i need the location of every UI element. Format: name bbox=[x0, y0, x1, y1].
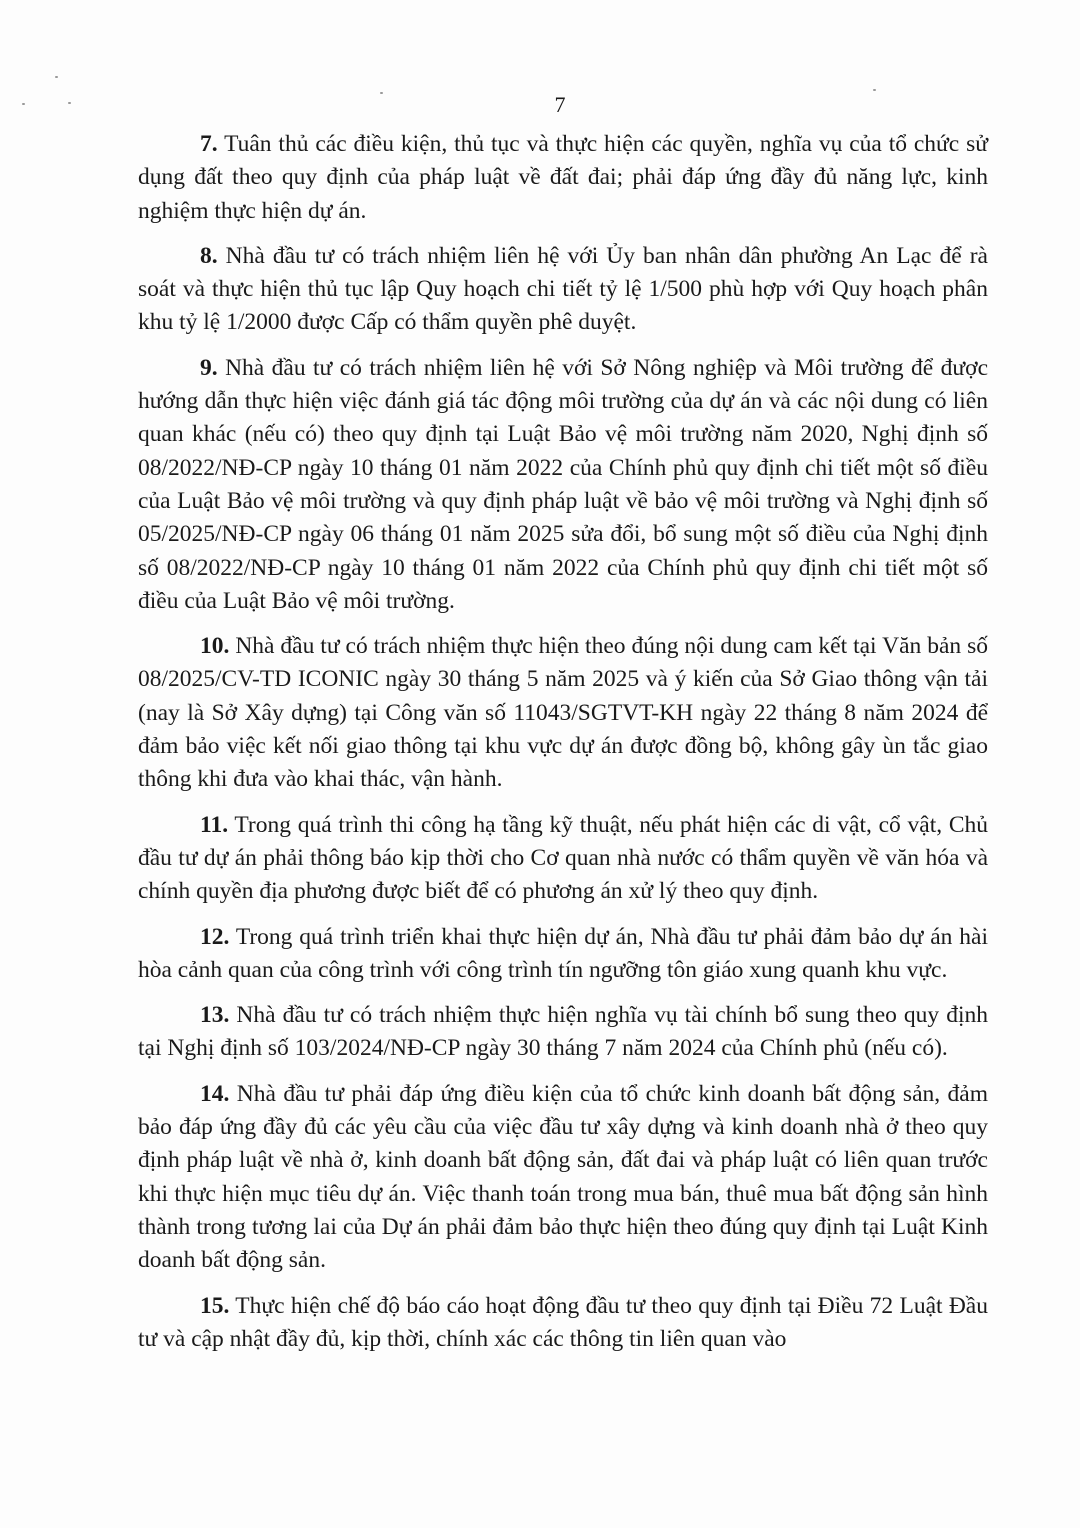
paragraph-number: 9. bbox=[200, 354, 218, 381]
paragraph-15 bbox=[138, 1290, 988, 1357]
paragraph-text: Thực hiện chế độ báo cáo hoạt động đầu tư theo quy định tại Điều 72 Luật Đầu tư và cập nhật đầy đủ, kịp thời, chính xác các thông tin liên quan vào bbox=[138, 1292, 988, 1352]
document-body bbox=[138, 128, 988, 1368]
scan-speck bbox=[55, 76, 58, 78]
page-number: 7 bbox=[554, 92, 566, 117]
paragraph-text: Trong quá trình thi công hạ tầng kỹ thuật, nếu phát hiện các di vật, cổ vật, Chủ đầu tư dự án phải thông báo kịp thời cho Cơ quan nhà nước có thẩm quyền về văn hóa và chính quyền địa phương được biết để có phương án xử lý theo quy định. bbox=[138, 811, 988, 905]
paragraph-10 bbox=[138, 630, 988, 796]
paragraph-text: Nhà đầu tư có trách nhiệm liên hệ với Ủy ban nhân dân phường An Lạc để rà soát và thực hiện thủ tục lập Quy hoạch chi tiết tỷ lệ 1/500 phù hợp với Quy hoạch phân khu tỷ lệ 1/2000 được Cấp có thẩm quyền phê duyệt. bbox=[138, 242, 988, 336]
paragraph-text: Nhà đầu tư phải đáp ứng điều kiện của tổ chức kinh doanh bất động sản, đảm bảo đáp ứng đầy đủ các yêu cầu của việc đầu tư xây dựng và kinh doanh nhà ở theo quy định pháp luật về nhà ở, kinh doanh bất động sản, đất đai và pháp luật có liên quan trước khi thực hiện mục tiêu dự án. Việc thanh toán trong mua bán, thuê mua bất động sản hình thành trong tương lai của Dự án phải đảm bảo thực hiện theo đúng quy định tại Luật Kinh doanh bất động sản. bbox=[138, 1080, 988, 1274]
paragraph-12 bbox=[138, 921, 988, 988]
paragraph-number: 13. bbox=[200, 1002, 230, 1029]
paragraph-number: 7. bbox=[200, 131, 218, 157]
paragraph-number: 8. bbox=[200, 242, 218, 269]
paragraph-number: 14. bbox=[200, 1080, 230, 1107]
paragraph-text: Nhà đầu tư có trách nhiệm thực hiện nghĩa vụ tài chính bổ sung theo quy định tại Nghị định số 103/2024/NĐ-CP ngày 30 tháng 7 năm 2024 của Chính phủ (nếu có). bbox=[138, 1002, 988, 1062]
paragraph-7 bbox=[138, 128, 988, 228]
paragraph-number: 10. bbox=[200, 633, 230, 660]
paragraph-14 bbox=[138, 1078, 988, 1278]
paragraph-number: 11. bbox=[200, 811, 229, 838]
paragraph-9 bbox=[138, 352, 988, 618]
paragraph-text: Nhà đầu tư có trách nhiệm liên hệ với Sở Nông nghiệp và Môi trường để được hướng dẫn thực hiện việc đánh giá tác động môi trường của dự án và các nội dung có liên quan khác (nếu có) theo quy định tại Luật Bảo vệ môi trường năm 2020, Nghị định số 08/2022/NĐ-CP ngày 10 tháng 01 năm 2022 của Chính phủ quy định chi tiết một số điều của Luật Bảo vệ môi trường và quy định pháp luật về bảo vệ môi trường và Nghị định số 05/2025/NĐ-CP ngày 06 tháng 01 năm 2025 sửa đổi, bổ sung một số điều của Nghị định số 08/2022/NĐ-CP ngày 10 tháng 01 năm 2022 của Chính phủ quy định chi tiết một số điều của Luật Bảo vệ môi trường. bbox=[138, 354, 988, 614]
paragraph-number: 15. bbox=[200, 1292, 230, 1319]
paragraph-number: 12. bbox=[200, 923, 230, 950]
paragraph-text: Nhà đầu tư có trách nhiệm thực hiện theo đúng nội dung cam kết tại Văn bản số 08/2025/CV-TD ICONIC ngày 30 tháng 5 năm 2025 và ý kiến của Sở Giao thông vận tải (nay là Sở Xây dựng) tại Công văn số 11043/SGTVT-KH ngày 22 tháng 8 năm 2024 để đảm bảo việc kết nối giao thông tại khu vực dự án được đồng bộ, không gây ùn tắc giao thông khi đưa vào khai thác, vận hành. bbox=[138, 633, 988, 793]
paragraph-13 bbox=[138, 999, 988, 1066]
paragraph-8 bbox=[138, 240, 988, 340]
scan-speck bbox=[873, 89, 876, 91]
paragraph-11 bbox=[138, 809, 988, 909]
paragraph-text: Tuân thủ các điều kiện, thủ tục và thực hiện các quyền, nghĩa vụ của tổ chức sử dụng đất theo quy định của pháp luật về đất đai; phải đáp ứng đầy đủ năng lực, kinh nghiệm thực hiện dự án. bbox=[138, 131, 988, 224]
paragraph-text: Trong quá trình triển khai thực hiện dự án, Nhà đầu tư phải đảm bảo dự án hài hòa cảnh quan của công trình với công trình tín ngưỡng tôn giáo xung quanh khu vực. bbox=[138, 923, 988, 983]
